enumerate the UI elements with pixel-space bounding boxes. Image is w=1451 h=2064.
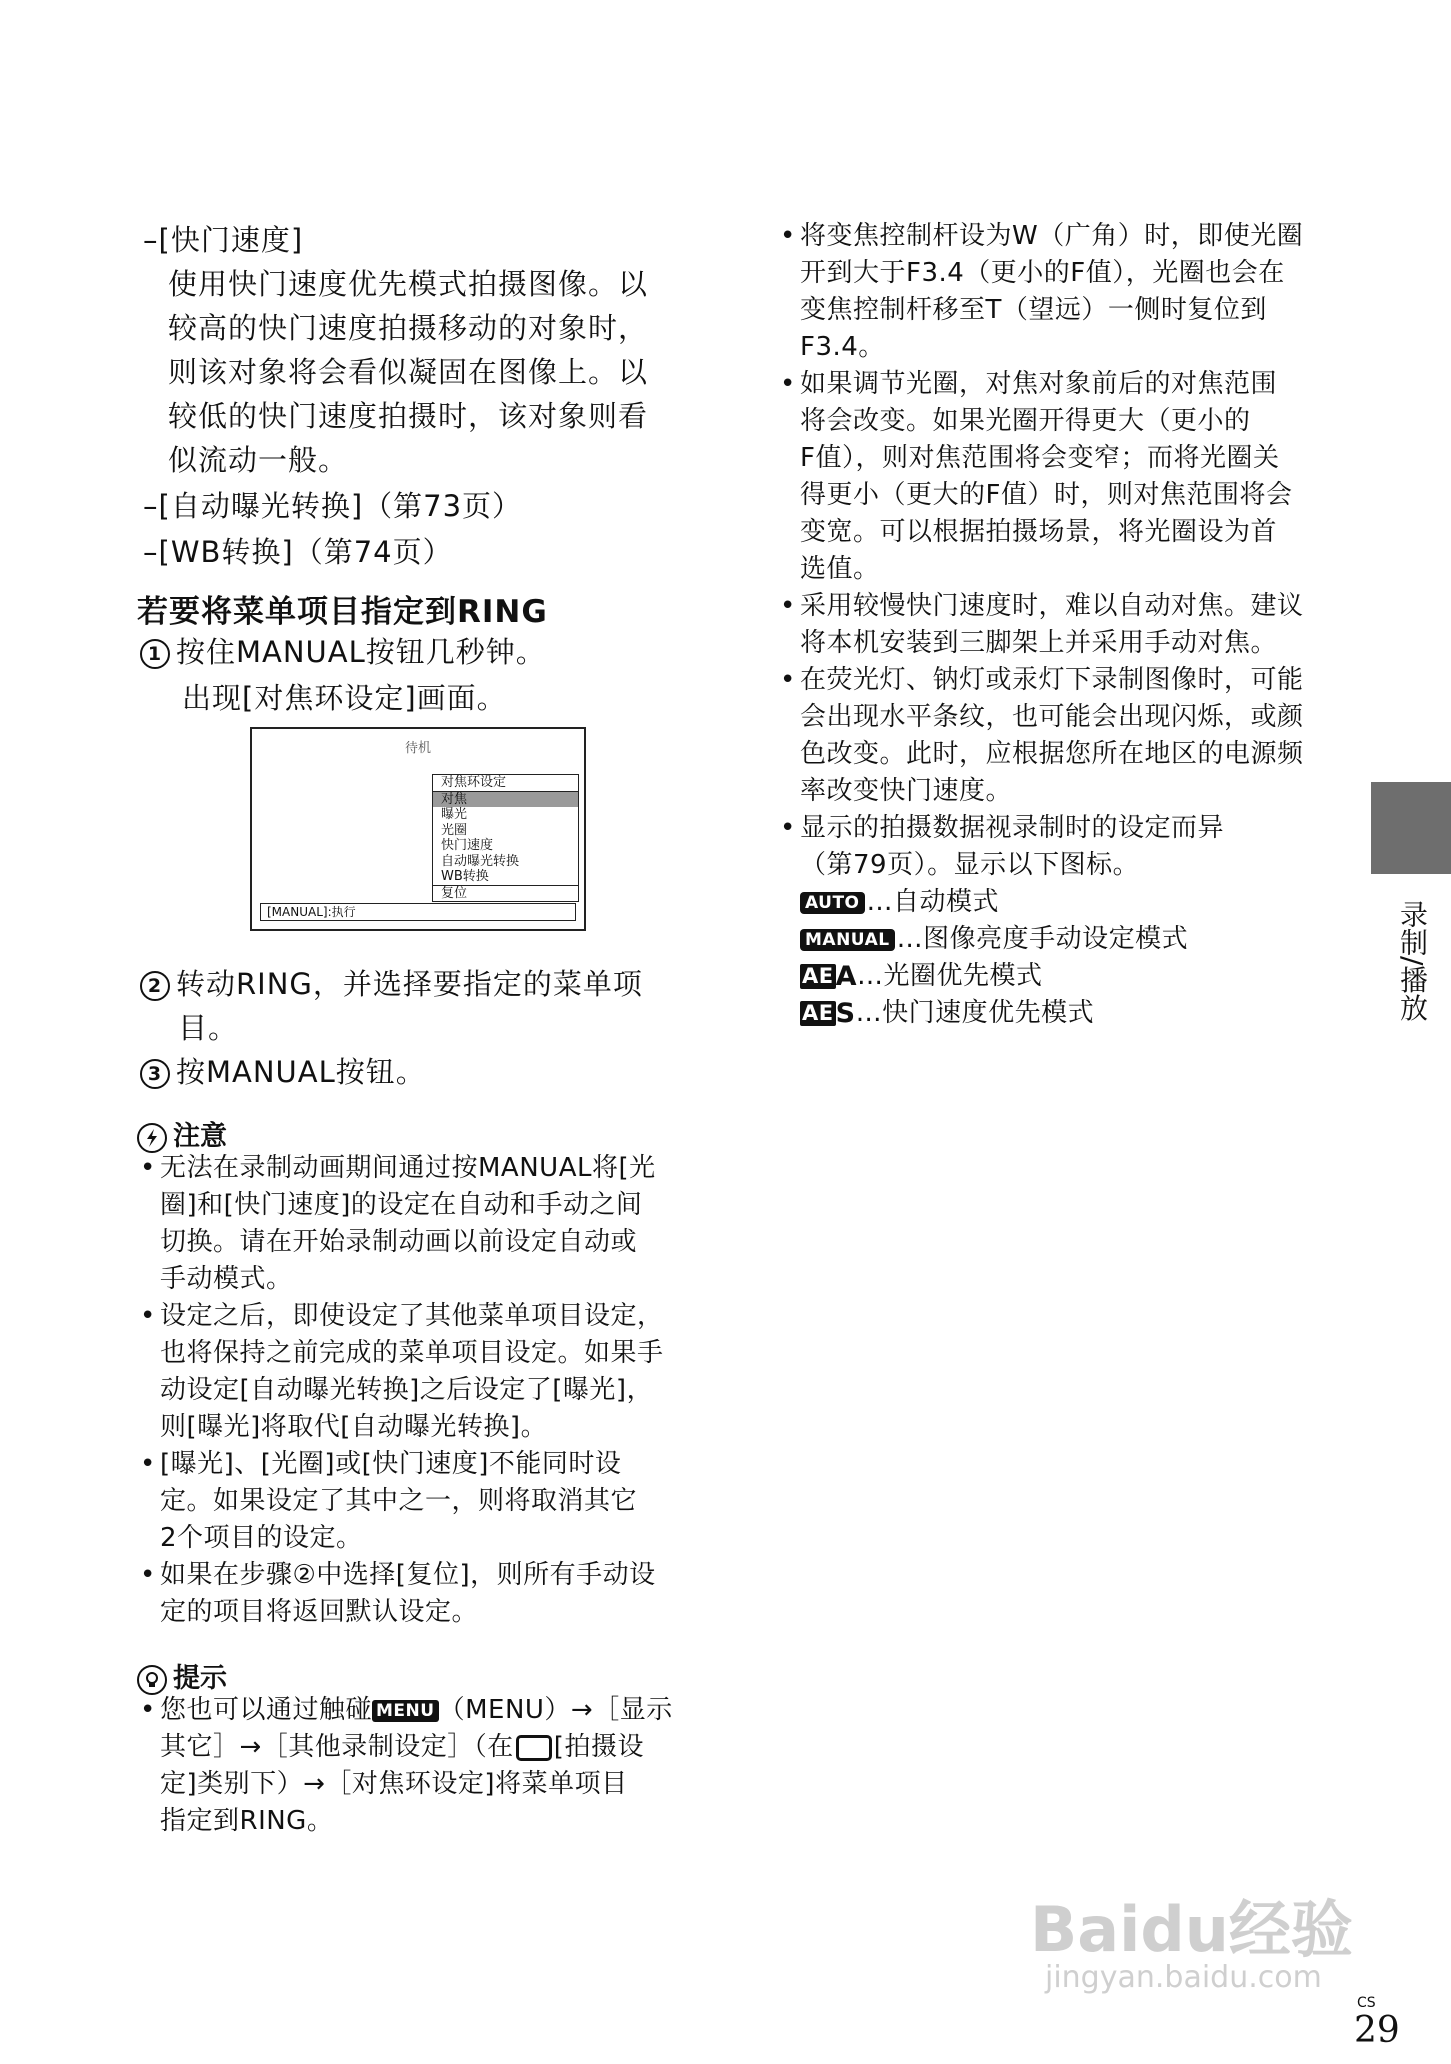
shutter-desc-line-5: 似流动一般。 <box>168 443 349 477</box>
menu-option-focus: 对焦 <box>433 792 578 808</box>
icon-row-manual <box>800 921 1188 958</box>
status-bar: [MANUAL]:执行 <box>260 903 576 921</box>
menu-option-exposure: 曝光 <box>441 807 468 822</box>
r-bullet-5-line-1: • 显示的拍摄数据视录制时的设定而异 <box>800 810 1224 847</box>
step-number-2: 2 <box>140 971 170 1001</box>
r-bullet-4-line-3: 色改变。此时，应根据您所在地区的电源频 <box>800 739 1304 769</box>
shutter-desc-line-2: 较高的快门速度拍摄移动的对象时， <box>168 311 649 345</box>
baidu-watermark: Baidu经验 <box>1030 1893 1353 1966</box>
menu-item-auto-exposure: –[自动曝光转换]（第73页） <box>143 489 523 523</box>
tip-line-2-b: [拍摄设 <box>553 1732 644 1762</box>
baidu-watermark-url: jingyan.baidu.com <box>1045 1960 1322 1995</box>
tip-line-2-a: 其它］→［其他录制设定］（在 <box>160 1732 514 1762</box>
section-tab <box>1371 782 1451 874</box>
icon-row-auto <box>800 884 999 921</box>
camera-screen-figure <box>250 727 586 931</box>
tip-heading <box>137 1656 227 1695</box>
step-2 <box>140 962 643 1006</box>
menu-item-wb: –[WB转换]（第74页） <box>143 535 453 569</box>
ae-icon: AE <box>802 964 834 988</box>
section-label: 录制/播放 <box>1396 900 1429 1022</box>
camera-settings-icon <box>516 1735 552 1761</box>
note-heading <box>137 1114 227 1153</box>
caution-icon <box>137 1123 167 1153</box>
menu-option-shutter: 快门速度 <box>441 838 494 853</box>
note-title: 注意 <box>173 1121 227 1152</box>
step-2-text: 转动RING，并选择要指定的菜单项 <box>176 967 643 1001</box>
menu-option-auto-exposure: 自动曝光转换 <box>441 853 520 869</box>
r-bullet-4-line-2: 会出现水平条纹，也可能会出现闪烁，或颜 <box>800 702 1304 732</box>
r-bullet-5-line-2: （第79页）。显示以下图标。 <box>800 850 1140 880</box>
tip-line-1-b: （MENU）→［显示 <box>438 1695 673 1725</box>
shutter-desc-line-4: 较低的快门速度拍摄时，该对象则看 <box>168 399 649 433</box>
r-bullet-4-line-4: 率改变快门速度。 <box>800 776 1013 806</box>
language-code: CS <box>1357 1995 1376 2011</box>
tip-title: 提示 <box>173 1663 227 1694</box>
r-bullet-1-line-4: F3.4。 <box>800 332 885 362</box>
note-3-line-2: 定。如果设定了其中之一，则将取消其它 <box>160 1486 638 1516</box>
standby-label: 待机 <box>404 741 431 756</box>
menu-option-reset: 复位 <box>433 885 578 902</box>
menu-option-wb: WB转换 <box>441 869 489 884</box>
tip-line-1-a: 您也可以通过触碰 <box>160 1695 373 1725</box>
step-number-3: 3 <box>140 1059 170 1089</box>
step-1-text: 按住MANUAL按钮几秒钟。 <box>176 635 546 669</box>
menu-option-iris: 光圈 <box>441 822 468 838</box>
ae-s-letter: S <box>835 998 856 1029</box>
icon-row-ae-a <box>800 958 1043 995</box>
r-bullet-3-line-2: 将本机安装到三脚架上并采用手动对焦。 <box>800 628 1278 658</box>
auto-badge: AUTO <box>800 892 865 914</box>
manual-desc: …图像亮度手动设定模式 <box>896 924 1189 954</box>
r-bullet-4-line-1: • 在荧光灯、钠灯或汞灯下录制图像时，可能 <box>800 662 1304 699</box>
shutter-desc-line-3: 则该对象将会看似凝固在图像上。以 <box>168 355 649 389</box>
step-2-text-2: 目。 <box>178 1011 239 1045</box>
page-number: 29 <box>1354 2010 1400 2051</box>
ae-icon: AE <box>802 1001 834 1025</box>
note-4-line-1: • 如果在步骤②中选择[复位]，则所有手动设 <box>160 1557 656 1594</box>
note-3-line-1: • [曝光]、[光圈]或[快门速度]不能同时设 <box>160 1446 621 1483</box>
r-bullet-2-line-4: 得更小（更大的F值）时，则对焦范围将会 <box>800 480 1293 510</box>
menu-title: 对焦环设定 <box>433 775 578 792</box>
step-1-text-2: 出现[对焦环设定]画面。 <box>182 681 507 715</box>
ae-a-letter: A <box>835 961 858 992</box>
tip-line-3: 定]类别下）→［对焦环设定]将菜单项目 <box>160 1769 628 1799</box>
tip-line-4: 指定到RING。 <box>160 1806 334 1836</box>
r-bullet-2-line-1: • 如果调节光圈，对焦对象前后的对焦范围 <box>800 366 1277 403</box>
lightbulb-icon <box>137 1665 167 1695</box>
icon-row-ae-s <box>800 995 1094 1032</box>
note-1-line-2: 圈]和[快门速度]的设定在自动和手动之间 <box>160 1190 643 1220</box>
step-1 <box>140 630 546 674</box>
tip-line-2 <box>160 1729 644 1766</box>
r-bullet-2-line-3: F值），则对焦范围将会变窄；而将光圈关 <box>800 443 1280 473</box>
tip-line-1 <box>160 1692 673 1729</box>
note-2-line-4: 则[曝光]将取代[自动曝光转换]。 <box>160 1412 548 1442</box>
note-1-line-4: 手动模式。 <box>160 1264 293 1294</box>
r-bullet-2-line-6: 选值。 <box>800 554 880 584</box>
ae-s-desc: …快门速度优先模式 <box>855 998 1095 1028</box>
r-bullet-2-line-5: 变宽。可以根据拍摄场景，将光圈设为首 <box>800 517 1278 547</box>
r-bullet-1-line-1: • 将变焦控制杆设为W（广角）时，即使光圈 <box>800 218 1303 255</box>
step-3-text: 按MANUAL按钮。 <box>176 1055 426 1089</box>
r-bullet-1-line-2: 开到大于F3.4（更小的F值），光圈也会在 <box>800 258 1285 288</box>
r-bullet-3-line-1: • 采用较慢快门速度时，难以自动对焦。建议 <box>800 588 1304 625</box>
note-2-line-1: • 设定之后，即使设定了其他菜单项目设定， <box>160 1298 664 1335</box>
ae-a-desc: …光圈优先模式 <box>857 961 1043 991</box>
step-3 <box>140 1050 426 1094</box>
r-bullet-1-line-3: 变焦控制杆移至T（望远）一侧时复位到 <box>800 295 1267 325</box>
note-4-line-2: 定的项目将返回默认设定。 <box>160 1597 479 1627</box>
note-1-line-3: 切换。请在开始录制动画以前设定自动或 <box>160 1227 638 1257</box>
note-2-line-3: 动设定[自动曝光转换]之后设定了[曝光]， <box>160 1375 654 1405</box>
note-3-line-3: 2个项目的设定。 <box>160 1523 363 1553</box>
section-heading: 若要将菜单项目指定到RING <box>137 594 548 630</box>
auto-desc: …自动模式 <box>866 887 1000 917</box>
menu-item-shutter-speed: –[快门速度] <box>143 223 304 257</box>
manual-badge: MANUAL <box>800 929 895 951</box>
note-2-line-2: 也将保持之前完成的菜单项目设定。如果手 <box>160 1338 664 1368</box>
r-bullet-2-line-2: 将会改变。如果光圈开得更大（更小的 <box>800 406 1251 436</box>
shutter-desc-line-1: 使用快门速度优先模式拍摄图像。以 <box>168 267 649 301</box>
note-1-line-1: • 无法在录制动画期间通过按MANUAL将[光 <box>160 1150 656 1187</box>
menu-badge: MENU <box>372 1700 439 1722</box>
focus-ring-menu <box>432 774 579 902</box>
step-number-1: 1 <box>140 639 170 669</box>
